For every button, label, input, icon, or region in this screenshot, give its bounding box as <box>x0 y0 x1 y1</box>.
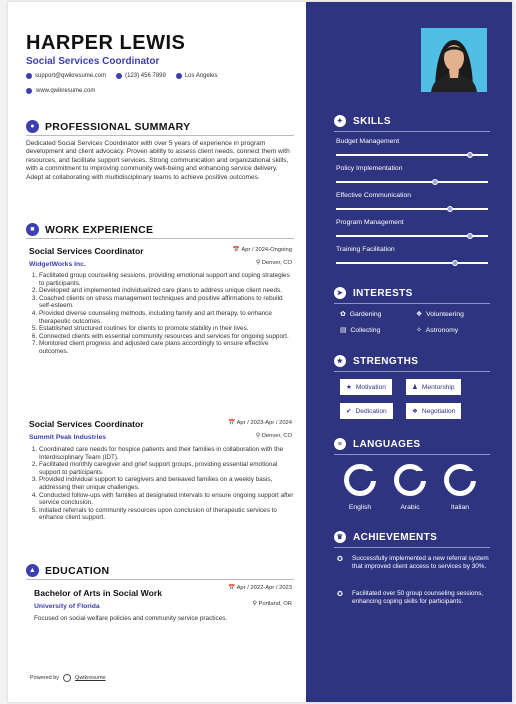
strength-motivation <box>340 379 392 395</box>
email-icon <box>26 73 32 79</box>
job-1-bullets <box>29 272 295 356</box>
skill-label: Effective Communication <box>336 192 412 199</box>
list-item: 3. Provided individual support to caregivers and bereaved families on a weekly basis, addressing their unique challenges. <box>39 476 295 491</box>
language-italian: Italian <box>450 504 470 511</box>
contact-location: Los Angeles <box>184 73 218 79</box>
summary-heading-text: PROFESSIONAL SUMMARY <box>45 120 191 133</box>
skill-level-marker <box>432 179 438 185</box>
contact-row <box>26 73 218 79</box>
bicep-icon: ★ <box>334 355 346 367</box>
job-2-company: Summit Peak Industries <box>29 434 107 441</box>
strengths-heading <box>334 355 418 367</box>
award-icon: ✪ <box>337 556 343 563</box>
speech-bubble-icon: ≡ <box>334 438 346 450</box>
skill-bar <box>336 262 488 264</box>
contact-website[interactable]: www.qwikresume.com <box>36 88 96 94</box>
job-2-dates: 📅 Apr / 2023-Apr / 2024 <box>228 420 292 426</box>
skills-heading <box>334 115 391 127</box>
profile-photo <box>421 28 487 92</box>
job-2-title: Social Services Coordinator <box>29 419 144 429</box>
plant-icon: ✿ <box>340 311 346 318</box>
sidebar <box>306 2 512 702</box>
experience-heading-text: WORK EXPERIENCE <box>45 223 154 236</box>
list-item: 3. Coached clients on stress management techniques and positive affirmations to rebuild self-esteem. <box>39 295 295 310</box>
skill-level-marker <box>452 260 458 266</box>
interests-heading-text: INTERESTS <box>353 287 413 299</box>
languages-heading <box>334 438 421 450</box>
edu-description: Focused on social welfare policies and community service practices. <box>34 615 228 622</box>
candidate-title: Social Services Coordinator <box>26 56 160 67</box>
list-item: 6. Connected clients with essential community resources and services for ongoing support. <box>39 333 295 341</box>
interest-gardening <box>340 310 381 318</box>
edu-dates: 📅 Apr / 2022-Apr / 2023 <box>228 585 292 591</box>
list-item: 5. Initiated referrals to community resources upon conclusion of therapeutic services to enhance client support. <box>39 507 295 522</box>
language-ring-english <box>344 464 376 496</box>
strength-label: Motivation <box>355 383 386 391</box>
rocket-icon: ➤ <box>334 287 346 299</box>
skill-label: Budget Management <box>336 138 400 145</box>
job-1-location: ⚲ Denver, CO <box>255 260 292 266</box>
strength-mentorship <box>406 379 461 395</box>
divider <box>334 371 490 372</box>
interest-collecting <box>340 326 380 334</box>
edu-location-text: Portland, OR <box>258 601 292 607</box>
achievement-2: Facilitated over 50 group counseling sessions, enhancing coping skills for participants. <box>352 590 484 605</box>
edu-school: University of Florida <box>34 603 100 610</box>
language-english: English <box>348 504 372 511</box>
edu-dates-text: Apr / 2022-Apr / 2023 <box>236 585 292 591</box>
globe-icon <box>26 88 32 94</box>
list-item: 2. Facilitated monthly caregiver and grief support groups, providing essential emotional support to participants. <box>39 461 295 476</box>
job-1-dates-text: Apr / 2024-Ongoing <box>241 247 292 253</box>
telescope-icon: ✧ <box>416 327 422 334</box>
strength-label: Dedication <box>355 407 387 415</box>
list-item: 1. Coordinated care needs for hospice patients and their families in collaboration with the Interdisciplinary Team (IDT). <box>39 446 295 461</box>
job-1-location-text: Denver, CO <box>261 260 292 266</box>
handshake-icon: ❖ <box>412 408 418 415</box>
divider <box>26 238 294 239</box>
job-2-location-text: Denver, CO <box>261 433 292 439</box>
list-item: 4. Provided diverse counseling methods, including family and art therapy, to enhance therapeutic outcomes. <box>39 310 295 325</box>
skill-label: Policy Implementation <box>336 165 403 172</box>
location-icon <box>176 73 182 79</box>
summary-heading <box>26 120 190 133</box>
interest-label: Astronomy <box>425 326 459 334</box>
list-item: 2. Developed and implemented individualized care plans to address unique client needs. <box>39 287 295 295</box>
edu-degree: Bachelor of Arts in Social Work <box>34 588 162 598</box>
strength-dedication <box>340 403 393 419</box>
user-icon: ● <box>26 120 39 133</box>
box-icon: ▤ <box>340 327 347 334</box>
list-item: 4. Conducted follow-ups with families at designated intervals to ensure ongoing support after service conclusion. <box>39 492 295 507</box>
job-2-location: ⚲ Denver, CO <box>255 433 292 439</box>
skill-bar <box>336 154 488 156</box>
qwikresume-logo-icon <box>63 674 71 682</box>
divider <box>334 303 490 304</box>
strength-negotiation <box>406 403 461 419</box>
divider <box>26 579 294 580</box>
language-arabic: Arabic <box>400 504 420 511</box>
award-icon: ✪ <box>337 591 343 598</box>
skill-bar <box>336 208 488 210</box>
language-ring-italian <box>444 464 476 496</box>
education-heading-text: EDUCATION <box>45 564 110 577</box>
achievements-heading <box>334 531 437 543</box>
job-1-dates: 📅 Apr / 2024-Ongoing <box>232 247 292 253</box>
website-row <box>26 88 95 94</box>
interest-label: Gardening <box>349 310 382 318</box>
interest-volunteering <box>416 310 464 318</box>
handshake-icon: ❖ <box>416 311 423 318</box>
main-column <box>8 2 306 702</box>
graduation-cap-icon: ▲ <box>26 564 39 577</box>
check-circle-icon: ✔ <box>346 408 352 415</box>
skill-level-marker <box>467 152 473 158</box>
achievements-heading-text: ACHIEVEMENTS <box>353 531 438 543</box>
skill-label: Training Facilitation <box>336 246 395 253</box>
languages-heading-text: LANGUAGES <box>353 438 421 450</box>
skill-label: Program Management <box>336 219 404 226</box>
footer-brand[interactable]: Qwikresume <box>75 675 106 681</box>
job-2-bullets <box>29 446 295 522</box>
briefcase-icon: ■ <box>26 223 39 236</box>
trophy-icon: ♛ <box>334 531 346 543</box>
skills-heading-text: SKILLS <box>353 115 391 127</box>
skill-level-marker <box>447 206 453 212</box>
star-icon: ★ <box>346 384 352 391</box>
education-heading <box>26 564 109 577</box>
job-2-dates-text: Apr / 2023-Apr / 2024 <box>236 420 292 426</box>
strength-label: Mentorship <box>421 383 455 391</box>
list-item: 5. Established structured routines for clients to promote stability in their lives. <box>39 325 295 333</box>
edu-location: ⚲ Portland, OR <box>252 601 292 607</box>
contact-phone[interactable]: (123) 456 7899 <box>125 73 166 79</box>
list-item: 7. Monitored client progress and adjusted care plans accordingly to ensure effective outcomes. <box>39 340 295 355</box>
divider <box>334 131 490 132</box>
skill-bar <box>336 181 488 183</box>
footer-powered: Powered by <box>30 675 60 681</box>
divider <box>26 135 294 136</box>
phone-icon <box>116 73 122 79</box>
job-1-company: WidgetWorks Inc. <box>29 261 86 268</box>
job-1-title: Social Services Coordinator <box>29 246 144 256</box>
contact-email[interactable]: support@qwikresume.com <box>35 73 107 79</box>
divider <box>334 454 490 455</box>
experience-heading <box>26 223 153 236</box>
language-ring-arabic <box>394 464 426 496</box>
skill-bar <box>336 235 488 237</box>
candidate-name: HARPER LEWIS <box>26 32 186 54</box>
lightbulb-icon: ✦ <box>334 115 346 127</box>
footer <box>30 674 106 682</box>
interest-label: Collecting <box>350 326 381 334</box>
resume-page <box>8 2 512 702</box>
divider <box>334 547 490 548</box>
achievement-1: Successfully implemented a new referral system that improved client access to services by 30%. <box>352 555 489 570</box>
interests-heading <box>334 287 413 299</box>
skill-level-marker <box>467 233 473 239</box>
strengths-heading-text: STRENGTHS <box>353 355 419 367</box>
people-icon: ♟ <box>412 384 418 391</box>
strength-label: Negotiation <box>421 407 456 415</box>
interest-astronomy <box>416 326 458 334</box>
interest-label: Volunteering <box>426 310 464 318</box>
summary-text: Dedicated Social Services Coordinator with over 5 years of experience in program development and client advocacy. Proven ability to assess client needs, connect them with resources, and facilitate support services. Strong communication and organizational skills, with a commitment to improving community well-being and enhancing service delivery. Adept at collaborating with multidisciplinary teams to achieve positive outcomes. <box>26 140 290 181</box>
list-item: 1. Facilitated group counseling sessions, providing emotional support and coping strategies to participants. <box>39 272 295 287</box>
